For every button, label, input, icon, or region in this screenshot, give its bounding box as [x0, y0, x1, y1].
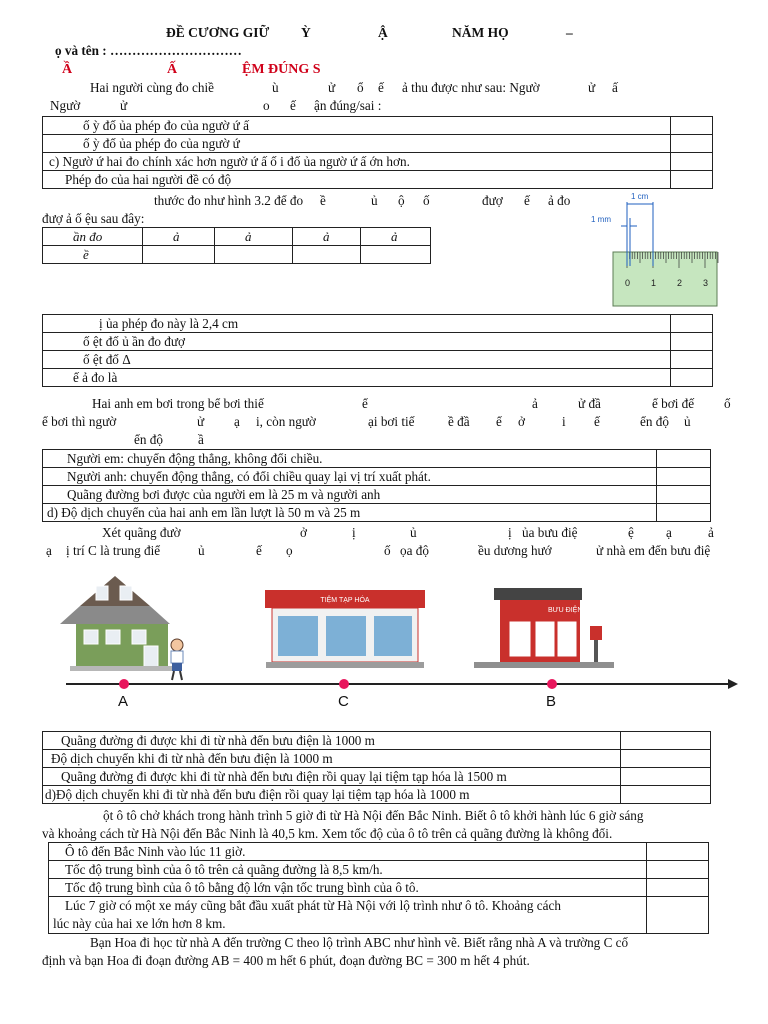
point-c-label: C: [338, 693, 349, 710]
q3-line1-a: Hai anh em bơi trong bể bơi thiế: [92, 396, 264, 411]
q5-answer-b[interactable]: [647, 861, 709, 879]
table-row: [43, 768, 711, 786]
q5-answer-c[interactable]: [647, 879, 709, 897]
q6-line2: định và bạn Hoa đi đoạn đường AB = 400 m hết 6 phút, đoạn đường BC = 300 m hết 4 phút.: [42, 953, 530, 968]
measure-header-0: ần đo: [43, 228, 143, 246]
q4-line1-e: ị: [508, 525, 512, 540]
point-b: [547, 679, 557, 689]
q3-line2-f: ề đầ: [448, 414, 470, 429]
q1-intro-c: ử: [328, 80, 336, 95]
q2-measure-table: [42, 227, 431, 264]
ruler-tick-label-1: 1: [651, 278, 657, 288]
q4-line2-d: ế: [256, 543, 262, 558]
q4-line2-b: ị trí C là trung điể: [66, 543, 161, 558]
q3-line1-d: ử đầ: [578, 396, 601, 411]
q5-statement-d-line1: Lúc 7 giờ có một xe máy cũng bắt đầu xuất phát từ Hà Nội với lộ trình như ô tô. Khoảng cách: [65, 898, 561, 913]
q3-statement-d: d) Độ dịch chuyển của hai anh em lần lượt là 50 m và 25 m: [43, 504, 657, 522]
q2-line1-e: ố: [423, 193, 430, 208]
q1-answer-c[interactable]: [671, 153, 713, 171]
measure-cell-3[interactable]: [293, 246, 361, 264]
table-row: [43, 117, 713, 135]
q2-line1-b: ề: [320, 193, 326, 208]
q2-line1-g: ế: [524, 193, 530, 208]
q1-statement-a: ố ỳ đố ủa phép đo của ngườ ứ ấ: [43, 117, 671, 135]
q3-line1-e: ể bơi đế: [652, 396, 695, 411]
q2-table: [42, 314, 713, 387]
q3-line2-l: ủ: [684, 414, 691, 429]
q3-answer-a[interactable]: [657, 450, 711, 468]
q1-statement-c: c) Ngườ ứ hai đo chính xác hơn ngườ ứ ấ ố i đố ủa ngườ ứ ấ ớn hơn.: [43, 153, 671, 171]
table-row: [43, 369, 713, 387]
q3-line2-c: ạ: [234, 414, 240, 429]
q5-statement-c: Tốc độ trung bình của ô tô bằng độ lớn vận tốc trung bình của ô tô.: [49, 879, 647, 897]
q4-line2-h: ều dương hướ: [478, 543, 552, 558]
q4-answer-b[interactable]: [621, 750, 711, 768]
q4-line1-i: ả: [708, 525, 714, 540]
q4-line2-c: ủ: [198, 543, 205, 558]
q4-line1-g: ệ: [628, 525, 634, 540]
q2-line1-a: thước đo như hình 3.2 để đo: [154, 193, 304, 208]
title-char-2: Ậ: [378, 25, 388, 40]
table-row: [43, 171, 713, 189]
table-row: [49, 897, 709, 934]
table-row: [43, 504, 711, 522]
measure-cell-0: ề: [43, 246, 143, 264]
table-row: [43, 450, 711, 468]
point-a-label: A: [118, 693, 129, 710]
q2-line1-h: ả đo: [548, 193, 571, 208]
cm-label: 1 cm: [631, 192, 649, 201]
house-a-icon: [60, 576, 174, 671]
q3-statement-c: Quãng đường bơi được của người em là 25 m và người anh: [43, 486, 657, 504]
ruler-figure: [585, 188, 720, 308]
title-year: NĂM HỌ: [452, 25, 509, 40]
q3-line2-d: i, còn ngườ: [256, 414, 316, 429]
q4-statement-d: d)Độ dịch chuyển khi đi từ nhà đến bưu điện rồi quay lại tiệm tạp hóa là 1000 m: [43, 786, 621, 804]
point-a: [119, 679, 129, 689]
q6-line1: Bạn Hoa đi học từ nhà A đến trường C theo lộ trình ABC như hình vẽ. Biết rằng nhà A và trường C cố: [90, 935, 629, 950]
q1-statement-b: ố ỳ đố ủa phép đo của ngườ ứ: [43, 135, 671, 153]
table-row: [43, 153, 713, 171]
shop-c-icon: [265, 590, 425, 668]
q1-intro-d: ổ: [357, 80, 364, 95]
q4-line1-h: ạ: [666, 525, 672, 540]
q4-answer-d[interactable]: [621, 786, 711, 804]
q3-line3-b: ầ: [198, 432, 204, 447]
q4-line1-f: ủa bưu điệ: [522, 525, 578, 540]
q2-answer-d[interactable]: [671, 369, 713, 387]
post-office-b-icon: [474, 588, 614, 668]
title-dash: –: [566, 25, 573, 40]
q2-answer-a[interactable]: [671, 315, 713, 333]
q5-statement-b: Tốc độ trung bình của ô tô trên cả quãng đường là 8,5 km/h.: [49, 861, 647, 879]
q2-line1-c: ủ: [371, 193, 378, 208]
q1-line2-e: ận đúng/sai :: [314, 98, 382, 113]
q5-statement-a: Ô tô đến Bắc Ninh vào lúc 11 giờ.: [49, 843, 647, 861]
q3-line2-a: ể bơi thì ngườ: [42, 414, 117, 429]
q2-statement-b: ố ệt đố ủ ần đo đượ: [43, 333, 671, 351]
q2-statement-a: ị ủa phép đo này là 2,4 cm: [43, 315, 671, 333]
q4-line1-b: ở: [300, 525, 307, 540]
q1-statement-d: Phép đo của hai người đề có độ: [43, 171, 671, 189]
q3-line2-g: ể: [496, 414, 502, 429]
q1-answer-a[interactable]: [671, 117, 713, 135]
section-mark-2: Ấ: [167, 62, 178, 77]
measure-cell-4[interactable]: [361, 246, 431, 264]
q3-table: [42, 449, 711, 522]
point-b-label: B: [546, 693, 557, 710]
table-row: [43, 786, 711, 804]
ruler-tick-label-3: 3: [703, 278, 709, 288]
q1-intro-a: Hai người cùng đo chiề: [90, 80, 214, 95]
q3-answer-b[interactable]: [657, 468, 711, 486]
street-scene: [40, 566, 740, 716]
q5-line2: và khoảng cách từ Hà Nội đến Bắc Ninh là 40,5 km. Xem tốc độ của ô tô trên cả quãng đường là không đổi.: [42, 826, 613, 841]
q3-line1-f: ố: [724, 396, 731, 411]
q4-line2-g: ọa độ: [400, 543, 429, 558]
ruler-tick-label-0: 0: [625, 278, 631, 288]
child-icon: [171, 639, 183, 680]
measure-header-2: ả: [215, 228, 293, 246]
q1-intro-h: ấ: [612, 80, 618, 95]
point-c: [339, 679, 349, 689]
q5-answer-d[interactable]: [647, 897, 709, 934]
measure-cell-1[interactable]: [143, 246, 215, 264]
q2-line2: đượ ả ố ệu sau đây:: [42, 211, 145, 226]
table-row: [43, 750, 711, 768]
q2-statement-d: ế ả đo là: [43, 369, 671, 387]
q3-answer-c[interactable]: [657, 486, 711, 504]
axis-arrow-icon: [728, 679, 738, 689]
q5-statement-d-line2: lúc này của hai xe lớn hơn 8 km.: [53, 916, 226, 931]
student-name-line: ọ và tên : …………………………: [55, 43, 242, 58]
table-row: [43, 351, 713, 369]
q4-line2-a: ạ: [46, 543, 52, 558]
q4-line1-d: ủ: [410, 525, 417, 540]
table-row: [43, 333, 713, 351]
table-row: [43, 732, 711, 750]
q3-line1-c: ả: [532, 396, 538, 411]
q3-line2-h: ở: [518, 414, 525, 429]
q5-line1: ột ô tô chở khách trong hành trình 5 giờ đi từ Hà Nội đến Bắc Ninh. Biết ô tô khởi hành lúc 6 giờ sáng: [103, 808, 644, 823]
q5-table: [48, 842, 709, 934]
table-row: [49, 879, 709, 897]
q4-statement-b: Độ dịch chuyển khi đi từ nhà đến bưu điện là 1000 m: [43, 750, 621, 768]
table-row: [43, 468, 711, 486]
q2-answer-c[interactable]: [671, 351, 713, 369]
q5-statement-d: [49, 897, 647, 934]
q4-line2-e: ọ: [286, 543, 293, 558]
table-row: [49, 843, 709, 861]
table-row: [49, 861, 709, 879]
q1-intro-e: ế: [378, 80, 384, 95]
q3-line3-a: ển độ: [134, 432, 163, 447]
q5-answer-a[interactable]: [647, 843, 709, 861]
q1-intro-g: ử: [588, 80, 596, 95]
q1-line2-d: ế: [290, 98, 296, 113]
q1-table: [42, 116, 713, 189]
q3-line2-i: i: [562, 414, 566, 429]
q3-line2-k: ển độ: [640, 414, 669, 429]
ruler-tick-label-2: 2: [677, 278, 683, 288]
title-char-1: Ỳ: [301, 25, 311, 40]
table-row: [43, 228, 431, 246]
q3-line1-b: ể: [362, 396, 368, 411]
q1-answer-b[interactable]: [671, 135, 713, 153]
q1-intro-b: ù: [272, 80, 279, 95]
q4-statement-a: Quãng đường đi được khi đi từ nhà đến bưu điện là 1000 m: [43, 732, 621, 750]
table-row: [43, 246, 431, 264]
table-row: [43, 486, 711, 504]
title-left: ĐỀ CƯƠNG GIỮ: [166, 25, 270, 40]
measure-cell-2[interactable]: [215, 246, 293, 264]
q3-line2-e: ại bơi tiế: [368, 414, 415, 429]
q2-line1-f: đượ: [482, 193, 503, 208]
measure-header-3: ả: [293, 228, 361, 246]
q1-line2-a: Ngườ: [50, 98, 81, 113]
q3-statement-b: Người anh: chuyển động thẳng, có đổi chiều quay lại vị trí xuất phát.: [43, 468, 657, 486]
table-row: [43, 315, 713, 333]
q1-intro-f: ả thu được như sau: Ngườ: [402, 80, 540, 95]
section-mark: Ầ: [62, 62, 73, 77]
measure-header-1: ả: [143, 228, 215, 246]
mm-label: 1 mm: [591, 215, 611, 224]
q2-line1-d: ộ: [398, 193, 405, 208]
q4-line1-c: ị: [352, 525, 356, 540]
q2-answer-b[interactable]: [671, 333, 713, 351]
shop-sign: TIỆM TẠP HÓA: [320, 597, 370, 604]
post-sign: BƯU ĐIỆN: [548, 607, 583, 614]
q4-answer-c[interactable]: [621, 768, 711, 786]
q4-statement-c: Quãng đường đi được khi đi từ nhà đến bưu điện rồi quay lại tiệm tạp hóa là 1500 m: [43, 768, 621, 786]
q1-answer-d[interactable]: [671, 171, 713, 189]
q2-statement-c: ố ệt đố Δ: [43, 351, 671, 369]
q4-table: [42, 731, 711, 804]
q3-statement-a: Người em: chuyển động thẳng, không đổi chiều.: [43, 450, 657, 468]
q1-line2-c: o: [263, 98, 270, 113]
table-row: [43, 135, 713, 153]
q3-line2-b: ử: [197, 414, 205, 429]
q4-line2-f: ố: [384, 543, 391, 558]
q4-line1-a: Xét quãng đườ: [102, 525, 181, 540]
q3-line2-j: ế: [594, 414, 600, 429]
q4-line2-i: ử nhà em đến bưu điệ: [596, 543, 711, 558]
q4-answer-a[interactable]: [621, 732, 711, 750]
measure-header-4: ả: [361, 228, 431, 246]
q1-line2-b: ử: [120, 98, 128, 113]
section-title: ỆM ĐÚNG S: [242, 62, 321, 77]
q3-answer-d[interactable]: [657, 504, 711, 522]
